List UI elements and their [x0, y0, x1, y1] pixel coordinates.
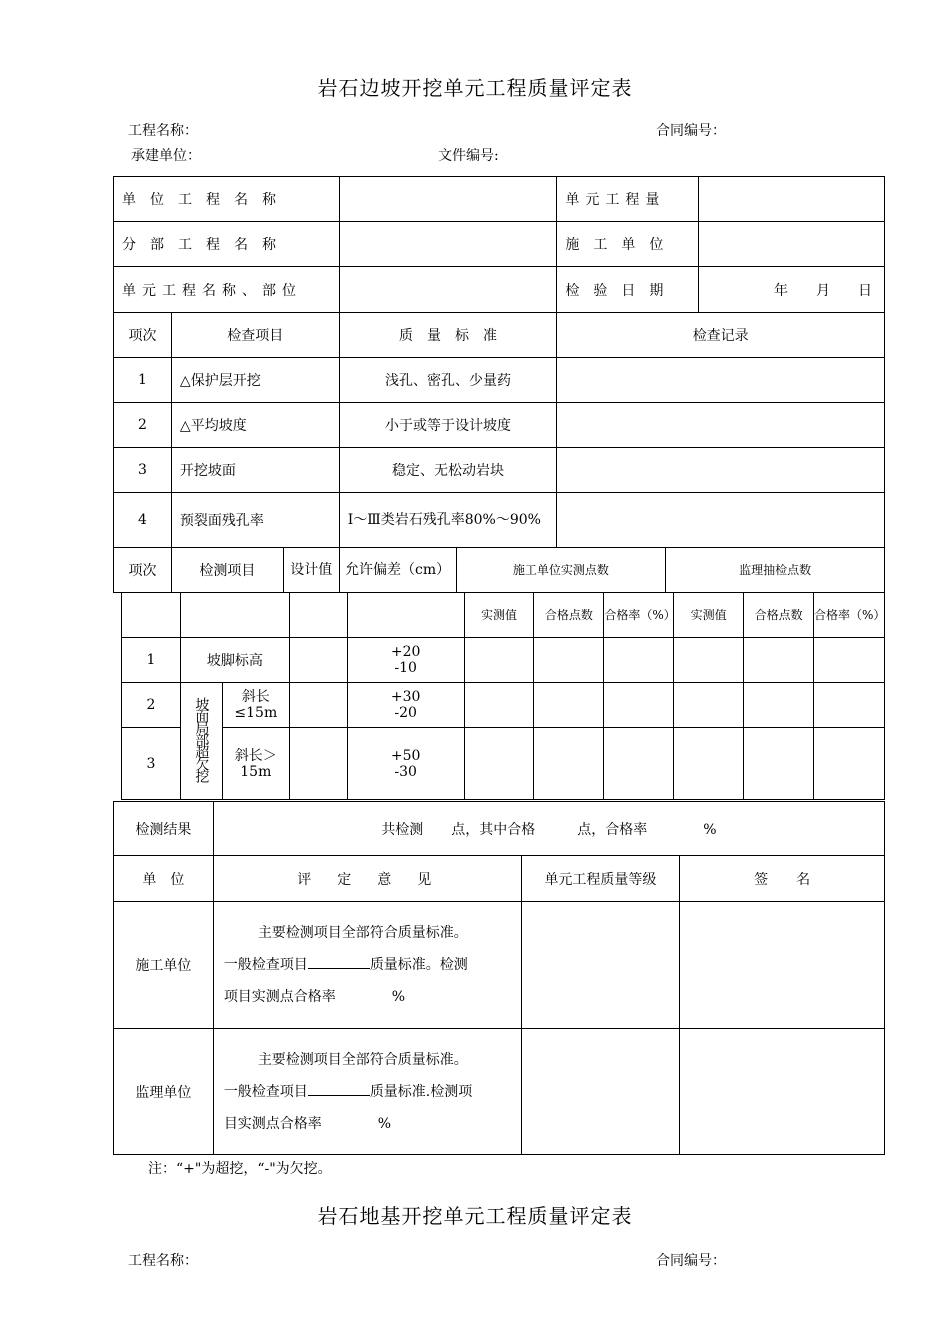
col-no: 项次: [114, 548, 172, 593]
result-label: 检测结果: [114, 802, 214, 856]
col-standard: 质 量 标 准: [339, 313, 557, 358]
opinion-line: 主要检测项目全部符合质量标准。: [257, 925, 468, 941]
tolerance-plus: +30: [390, 689, 421, 705]
opinion-line: 项目实测点合格率 %: [223, 989, 406, 1005]
measure-tolerance: [347, 683, 464, 728]
check-item: △平均坡度: [171, 403, 339, 448]
measure-cell[interactable]: [744, 728, 814, 800]
file-no-label: 文件编号:: [438, 148, 499, 164]
measure-no: 2: [122, 683, 181, 728]
tolerance-plus: +50: [390, 747, 421, 764]
measure-item: 坡脚标高: [180, 638, 289, 683]
sub-measured: 实测值: [464, 593, 534, 638]
eval-row: [114, 1029, 885, 1155]
contract-no-label: 合同编号：: [656, 123, 726, 139]
measure-cell[interactable]: [464, 683, 534, 728]
tolerance-minus: -20: [394, 705, 417, 721]
check-no: 3: [114, 448, 172, 493]
eval-grade[interactable]: [521, 1029, 680, 1155]
measure-row: [122, 638, 885, 683]
header-right-label: 单元工程量: [557, 177, 699, 222]
check-row: [114, 448, 885, 493]
measure-cell[interactable]: [814, 638, 885, 683]
measure-cell[interactable]: [814, 728, 885, 800]
measure-cell[interactable]: [534, 683, 604, 728]
eval-opinion: [213, 1029, 521, 1155]
col-sign: 签 名: [680, 856, 885, 902]
contractor-label: 承建单位：: [131, 148, 201, 164]
check-record[interactable]: [557, 448, 885, 493]
col-design: 设计值: [283, 548, 339, 593]
check-record[interactable]: [557, 493, 885, 548]
header-right-value[interactable]: [699, 177, 885, 222]
header-value[interactable]: [339, 222, 557, 267]
header-label: 分部工程名称: [114, 222, 340, 267]
sub-pass-rate: 合格率（%）: [814, 593, 885, 638]
check-row: [114, 493, 885, 548]
measure-cell[interactable]: [534, 728, 604, 800]
measure-table: [121, 592, 885, 800]
header-row: [114, 267, 885, 313]
check-header-row: [114, 313, 885, 358]
opinion-line: [224, 949, 511, 981]
tolerance-minus: -10: [394, 660, 417, 676]
header-label: 单位工程名称: [114, 177, 340, 222]
check-item: 预裂面残孔率: [171, 493, 339, 548]
measure-cell[interactable]: [604, 683, 674, 728]
measure-design[interactable]: [289, 683, 347, 728]
measure-design[interactable]: [289, 728, 347, 800]
measure-subheader-row: [122, 593, 885, 638]
sub-pass-points: 合格点数: [744, 593, 814, 638]
form2-title: 岩石地基开挖单元工程质量评定表: [317, 1204, 633, 1228]
col-check-item: 检查项目: [171, 313, 339, 358]
check-no: 1: [114, 358, 172, 403]
header-right-label: 检验日期: [557, 267, 699, 313]
eval-unit: 施工单位: [114, 902, 214, 1029]
col-tolerance: 允许偏差（cm）: [339, 548, 456, 593]
check-row: [114, 358, 885, 403]
measure-cell[interactable]: [464, 638, 534, 683]
sub-measured: 实测值: [674, 593, 744, 638]
measure-header-table: [113, 547, 885, 593]
header-check-table: [113, 176, 885, 548]
measure-item: 斜长≤15m: [222, 683, 289, 728]
opinion-line: [224, 1076, 511, 1108]
header-row: [114, 177, 885, 222]
measure-cell[interactable]: [464, 728, 534, 800]
measure-cell[interactable]: [534, 638, 604, 683]
opinion-text: 一般检查项目: [223, 1083, 308, 1100]
check-standard: 小于或等于设计坡度: [339, 403, 557, 448]
check-item: 开挖坡面: [171, 448, 339, 493]
tolerance-minus: -30: [394, 763, 417, 780]
col-supervisor-points: 监理抽检点数: [666, 548, 885, 593]
check-standard: Ⅰ～Ⅲ类岩石残孔率80%～90%: [339, 493, 557, 548]
opinion-line: 主要检测项目全部符合质量标准。: [257, 1051, 468, 1068]
eval-grade[interactable]: [521, 902, 680, 1029]
measure-tolerance: [347, 638, 464, 683]
header-value[interactable]: [339, 267, 557, 313]
col-contractor-points: 施工单位实测点数: [456, 548, 666, 593]
form2-project-name-label: 工程名称：: [128, 1253, 198, 1269]
col-no: 项次: [114, 313, 172, 358]
measure-no: 1: [122, 638, 181, 683]
measure-cell[interactable]: [674, 638, 744, 683]
note: 注：“+"为超挖，“-"为欠挖。: [148, 1161, 332, 1177]
measure-cell[interactable]: [604, 638, 674, 683]
check-standard: 稳定、无松动岩块: [339, 448, 557, 493]
check-no: 2: [114, 403, 172, 448]
col-record: 检查记录: [557, 313, 885, 358]
eval-unit: 监理单位: [114, 1029, 214, 1155]
evaluation-table: [113, 801, 885, 1155]
measure-row: [122, 683, 885, 728]
eval-opinion: [213, 902, 521, 1029]
header-right-label: 施工单位: [557, 222, 699, 267]
measure-no: 3: [122, 728, 181, 800]
measure-cell[interactable]: [674, 683, 744, 728]
check-no: 4: [114, 493, 172, 548]
measure-item: 斜长＞15m: [222, 728, 289, 800]
measure-cell[interactable]: [674, 728, 744, 800]
col-opinion: 评 定 意 见: [213, 856, 521, 902]
check-record[interactable]: [557, 403, 885, 448]
check-standard: 浅孔、密孔、少量药: [339, 358, 557, 403]
col-measure-item: 检测项目: [171, 548, 283, 593]
eval-sign[interactable]: [680, 902, 885, 1029]
col-unit: 单 位: [114, 856, 214, 902]
result-text: 共检测 点，其中合格 点，合格率 %: [213, 802, 884, 856]
opinion-text: 质量标准.检测项: [369, 1083, 473, 1100]
measure-tolerance: [347, 728, 464, 800]
col-grade: 单元工程质量等级: [521, 856, 680, 902]
measure-cell[interactable]: [604, 728, 674, 800]
project-name-label: 工程名称：: [128, 123, 198, 139]
opinion-text: 质量标准。检测: [369, 957, 468, 973]
opinion-text: 一般检查项目: [223, 957, 308, 973]
check-item: △保护层开挖: [171, 358, 339, 403]
measure-cell[interactable]: [744, 638, 814, 683]
sub-pass-points: 合格点数: [534, 593, 604, 638]
header-right-value[interactable]: [699, 222, 885, 267]
measure-design[interactable]: [289, 638, 347, 683]
header-label: 单元工程名称、部位: [114, 267, 340, 313]
measure-row: [122, 728, 885, 800]
blank-field[interactable]: [308, 1081, 370, 1096]
form2-contract-no-label: 合同编号：: [656, 1253, 726, 1269]
opinion-line: 目实测点合格率 %: [223, 1115, 392, 1132]
header-value[interactable]: [339, 177, 557, 222]
measure-cell[interactable]: [744, 683, 814, 728]
measure-header-row: [114, 548, 885, 593]
check-record[interactable]: [557, 358, 885, 403]
form-title: 岩石边坡开挖单元工程质量评定表: [317, 76, 633, 100]
blank-field[interactable]: [308, 954, 370, 969]
measure-cell[interactable]: [814, 683, 885, 728]
eval-header-row: [114, 856, 885, 902]
header-row: [114, 222, 885, 267]
measure-group: [180, 683, 222, 800]
eval-sign[interactable]: [680, 1029, 885, 1155]
check-row: [114, 403, 885, 448]
inspection-date-value[interactable]: 年 月 日: [699, 267, 885, 313]
measure-group-label: 坡面局部超欠挖: [193, 697, 210, 781]
sub-pass-rate: 合格率（%）: [604, 593, 674, 638]
tolerance-plus: +20: [390, 644, 421, 660]
result-row: [114, 802, 885, 856]
eval-row: [114, 902, 885, 1029]
